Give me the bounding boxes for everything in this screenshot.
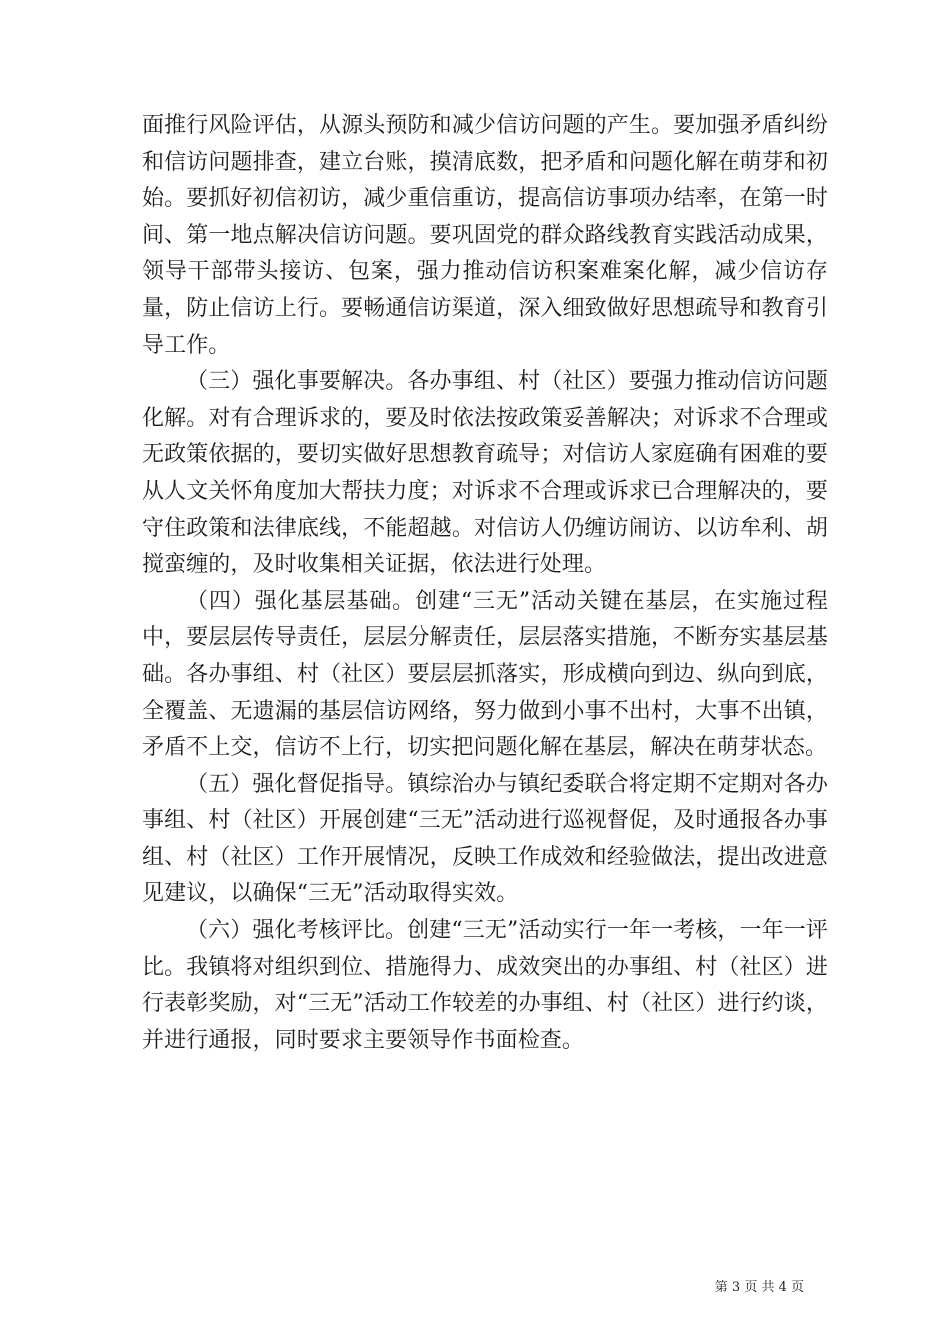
paragraph-section-6: （六）强化考核评比。创建“三无”活动实行一年一考核，一年一评比。我镇将对组织到位、措施得力、成效突出的办事组、村（社区）进行表彰奖励，对“三无”活动工作较差的办事组、村（社区）进行约谈，并进行通报，同时要求主要领导作书面检查。 [142, 918, 828, 1053]
paragraph-section-3: （三）强化事要解决。各办事组、村（社区）要强力推动信访问题化解。对有合理诉求的，要及时依法按政策妥善解决；对诉求不合理或无政策依据的，要切实做好思想教育疏导；对信访人家庭确有困难的要从人文关怀角度加大帮扶力度；对诉求不合理或诉求已合理解决的，要守住政策和法律底线，不能超越。对信访人仍缠访闹访、以访牟利、胡搅蛮缠的，及时收集相关证据，依法进行处理。 [142, 369, 828, 578]
paragraph-section-4: （四）强化基层基础。创建“三无”活动关键在基层，在实施过程中，要层层传导责任，层层分解责任，层层落实措施，不断夯实基层基础。各办事组、村（社区）要层层抓落实，形成横向到边、纵向到底，全覆盖、无遗漏的基层信访网络，努力做到小事不出村，大事不出镇，矛盾不上交，信访不上行，切实把问题化解在基层，解决在萌芽状态。 [142, 588, 828, 761]
paragraph-section-5: （五）强化督促指导。镇综治办与镇纪委联合将定期不定期对各办事组、村（社区）开展创建“三无”活动进行巡视督促，及时通报各办事组、村（社区）工作开展情况，反映工作成效和经验做法，提出改进意见建议，以确保“三无”活动取得实效。 [142, 771, 828, 907]
paragraph-continuation: 面推行风险评估，从源头预防和减少信访问题的产生。要加强矛盾纠纷和信访问题排查，建立台账，摸清底数，把矛盾和问题化解在萌芽和初始。要抓好初信初访，减少重信重访，提高信访事项办结率，在第一时间、第一地点解决信访问题。要巩固党的群众路线教育实践活动成果，领导干部带头接访、包案，强力推动信访积案难案化解，减少信访存量，防止信访上行。要畅通信访渠道，深入细致做好思想疏导和教育引导工作。 [142, 113, 828, 358]
document-body [142, 108, 828, 1059]
page-number: 第 3 页 共 4 页 [714, 1280, 804, 1295]
